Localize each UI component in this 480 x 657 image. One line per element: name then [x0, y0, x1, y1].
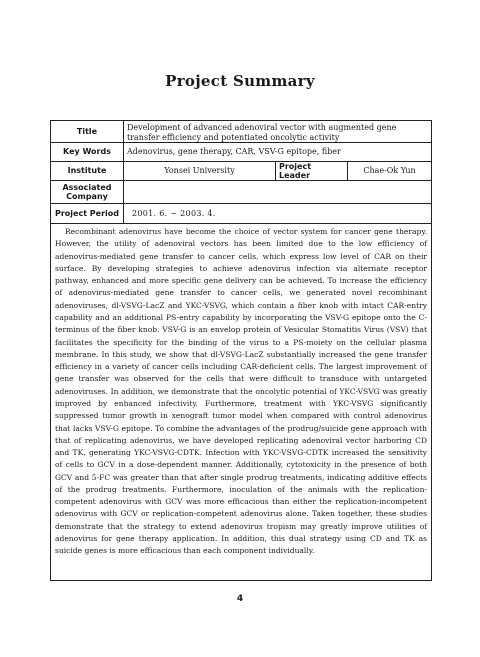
associated-company-row	[51, 181, 431, 204]
project-period-row	[51, 204, 431, 224]
institute-label: Institute	[51, 162, 124, 180]
project-leader-label: Project Leader	[276, 162, 348, 180]
page-title: Project Summary	[165, 72, 315, 90]
associated-label-line-2: Company	[66, 192, 108, 201]
keywords-row	[51, 143, 431, 162]
institute-value: Yonsei University	[124, 162, 276, 180]
title-value: Development of advanced adenoviral vector with augmented gene transfer efficiency and potentiated oncolytic activity	[127, 123, 397, 142]
keywords-value: Adenovirus, gene therapy, CAR, VSV-G epitope, fiber	[127, 147, 341, 157]
title-row	[51, 121, 431, 143]
project-summary-table	[50, 120, 432, 581]
institute-row	[51, 162, 431, 181]
abstract-text: Recombinant adenovirus have become the choice of vector system for cancer gene therapy. However, the utility of adenoviral vectors has been limited due to the low efficiency of adenovirus-mediated gene transfer to cancer cells, which express low level of CAR on their surface. By developing strategies to achieve adenovirus infection via alternate receptor pathway, enhanced and more specific gene delivery can be achieved. To increase the efficiency of adenovirus-mediated gene transfer to cancer cells, we generated novel recombinant adenoviruses, dl-VSVG-LacZ and YKC-VSVG, which contain a fiber knob with intact CAR-entry capability and an additional PS-entry capability by incorporating the VSV-G epitope onto the C-terminus of the fiber knob. VSV-G is an envelop protein of Vesicular Stomatitis Virus (VSV) that facilitates the specificity for the binding of the virus to a PS-moiety on the cellular plasma membrane. In this study, we show that dl-VSVG-LacZ substantially increased the gene transfer efficiency in a variety of cancer cells including CAR-deficient cells. The largest improvement of gene transfer was observed for the cells that were difficult to transduce with untargeted adenoviruses. In addition, we demonstrate that the oncolytic potential of YKC-VSVG was greatly improved by enhanced infectivity. Furthermore, treatment with YKC-VSVG significantly suppressed tumor growth in xenograft tumor model when compared with control adenovirus that lacks VSV-G epitope. To combine the advantages of the prodrug/suicide gene approach with that of replicating adenovirus, we have developed replicating adenoviral vector harboring CD and TK, generating YKC-VSVG-CDTK. Infection with YKC-VSVG-CDTK increased the sensitivity of cells to GCV in a dose-dependent manner. Additionally, cytotoxicity in the presence of both GCV and 5-FC was greater than that after single prodrug treatments, indicating additive effects of the prodrug treatments. Furthermore, inoculation of the animals with the replication-competent adenovirus with GCV was more efficacious than either the replication-incompetent adenovirus with GCV or replication-competent adenovirus alone. Taken together, these studies demonstrate that the strategy to extend adenovirus tropism may greatly improve utilities of adenovirus for gene therapy application. In addition, this dual strategy using CD and TK as suicide genes is more efficacious than each component individually.	[55, 227, 427, 556]
keywords-label: Key Words	[51, 143, 124, 161]
project-period-label: Project Period	[51, 204, 124, 223]
associated-label-line-1: Associated	[62, 182, 112, 192]
title-label: Title	[51, 121, 124, 142]
page-number: 4	[236, 594, 244, 604]
project-leader-value: Chae-Ok Yun	[363, 166, 416, 176]
associated-company-label	[51, 181, 124, 203]
associated-company-value	[124, 181, 431, 203]
project-period-value: 2001. 6. ~ 2003. 4.	[132, 208, 216, 218]
